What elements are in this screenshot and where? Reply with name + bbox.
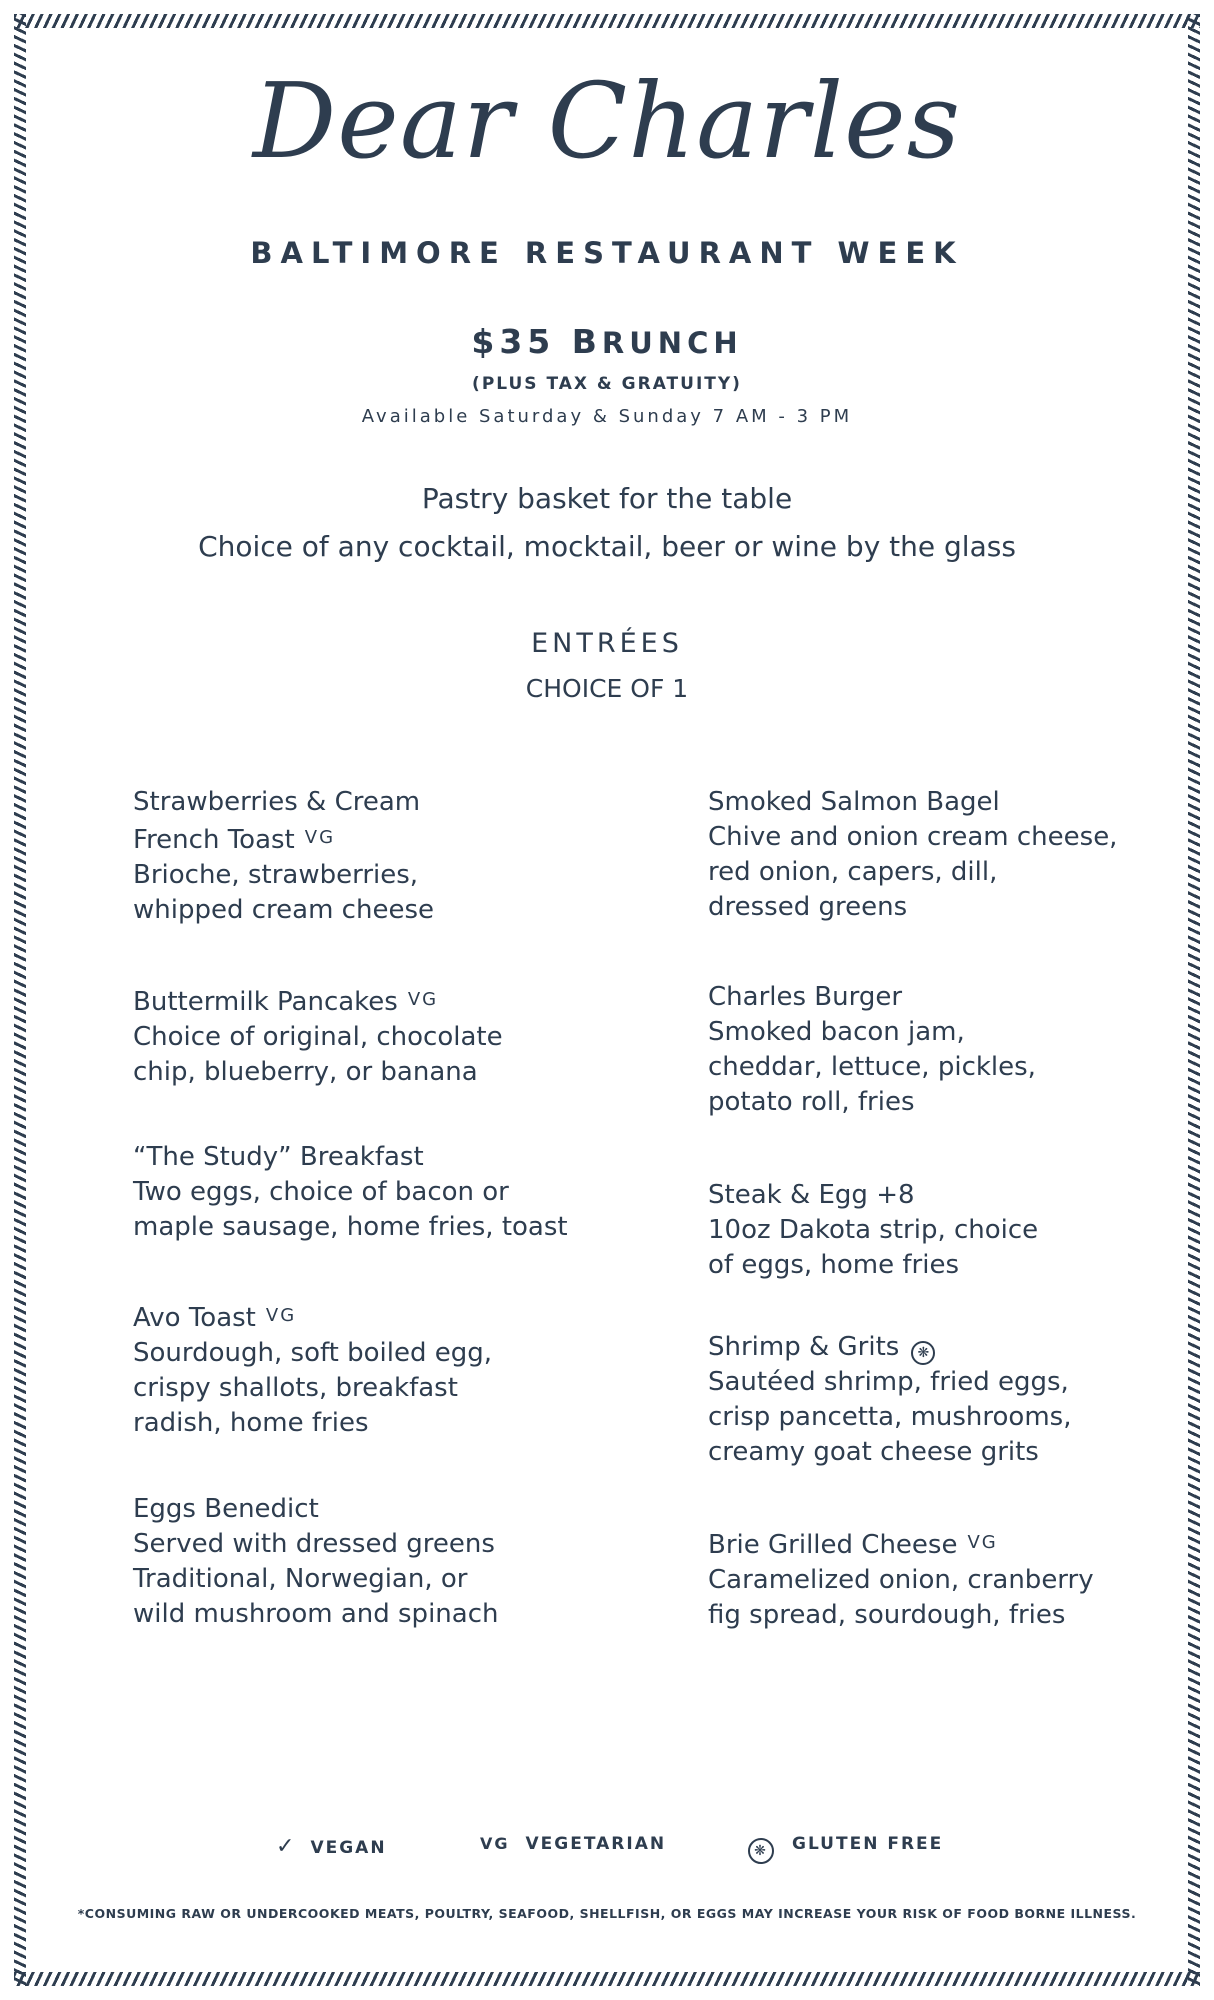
item-desc: radish, home fries — [133, 1408, 369, 1438]
item-name: Eggs Benedict — [133, 1494, 319, 1524]
vegetarian-symbol: VG — [480, 1834, 510, 1853]
item-desc: Choice of original, chocolate — [133, 1022, 503, 1052]
item-name — [133, 1298, 613, 1336]
vegetarian-tag: VG — [967, 1532, 998, 1553]
item-name: Smoked Salmon Bagel — [708, 787, 1000, 817]
item-desc: cheddar, lettuce, pickles, — [708, 1052, 1036, 1082]
item-desc: 10oz Dakota strip, choice — [708, 1215, 1039, 1245]
menu-item — [708, 980, 1188, 1120]
item-desc: potato roll, fries — [708, 1087, 915, 1117]
legend-gluten-free-label: GLUTEN FREE — [792, 1834, 944, 1854]
price-value: $35 — [471, 322, 556, 361]
item-name: Charles Burger — [708, 982, 903, 1012]
item-desc: dressed greens — [708, 892, 908, 922]
item-desc: creamy goat cheese grits — [708, 1437, 1039, 1467]
menu-item — [133, 1140, 613, 1245]
brunch-label-rest: RUNCH — [601, 326, 743, 360]
item-desc: Traditional, Norwegian, or — [133, 1564, 468, 1594]
item-desc: Sourdough, soft boiled egg, — [133, 1338, 493, 1368]
vegetarian-tag: VG — [407, 989, 439, 1010]
item-desc: crispy shallots, breakfast — [133, 1373, 458, 1403]
disclaimer: *CONSUMING RAW OR UNDERCOOKED MEATS, POULTRY, SEAFOOD, SHELLFISH, OR EGGS MAY INCREASE YOUR RISK OF FOOD BORNE ILLNESS. — [77, 1906, 1137, 1921]
include-pastry: Pastry basket for the table — [421, 482, 793, 515]
item-desc: fig spread, sourdough, fries — [708, 1600, 1066, 1630]
menu-item — [708, 1178, 1188, 1283]
item-desc: Two eggs, choice of bacon or — [133, 1177, 509, 1207]
vegetarian-tag: VG — [265, 1305, 297, 1326]
legend-vegetarian — [480, 1834, 666, 1854]
item-name-text: French Toast — [133, 825, 295, 855]
item-desc: wild mushroom and spinach — [133, 1599, 499, 1629]
item-name-text: Brie Grilled Cheese — [708, 1530, 958, 1560]
item-name — [708, 1330, 1188, 1365]
legend-vegan-label: VEGAN — [310, 1838, 387, 1858]
legend-gluten-free — [748, 1834, 943, 1864]
brunch-price — [0, 322, 1214, 361]
tax-note: (PLUS TAX & GRATUITY) — [472, 374, 742, 394]
menu-item — [708, 1330, 1188, 1470]
item-desc: chip, blueberry, or banana — [133, 1057, 478, 1087]
include-drink: Choice of any cocktail, mocktail, beer or wine by the glass — [198, 530, 1016, 563]
gluten-free-icon: ❋ — [748, 1838, 774, 1864]
item-name — [133, 982, 613, 1020]
legend-vegetarian-label: VEGETARIAN — [525, 1834, 667, 1854]
item-desc: red onion, capers, dill, — [708, 857, 998, 887]
item-name-text: Buttermilk Pancakes — [133, 987, 398, 1017]
legend-vegan — [276, 1834, 387, 1859]
item-desc: Chive and onion cream cheese, — [708, 822, 1118, 852]
menu-item — [133, 1492, 613, 1632]
item-name-text: Avo Toast — [133, 1303, 256, 1333]
restaurant-logo: Dear Charles — [252, 60, 962, 182]
item-desc: Smoked bacon jam, — [708, 1017, 965, 1047]
vegan-leaf-icon: ✓ — [276, 1834, 297, 1859]
menu-item — [708, 1525, 1188, 1633]
event-title: BALTIMORE RESTAURANT WEEK — [250, 236, 964, 270]
item-desc: Served with dressed greens — [133, 1529, 495, 1559]
border-top — [14, 14, 1200, 28]
border-right — [1188, 14, 1200, 1986]
item-desc: whipped cream cheese — [133, 895, 434, 925]
gluten-free-icon: ❋ — [911, 1341, 935, 1365]
item-name-line2 — [133, 820, 613, 858]
item-desc: of eggs, home fries — [708, 1250, 959, 1280]
item-name — [708, 1525, 1188, 1563]
item-name: Steak & Egg +8 — [708, 1180, 915, 1210]
item-desc: Brioche, strawberries, — [133, 860, 419, 890]
item-desc: Caramelized onion, cranberry — [708, 1565, 1094, 1595]
item-name-text: Shrimp & Grits — [708, 1332, 900, 1362]
brunch-label-first: B — [571, 322, 602, 361]
section-subtitle: CHOICE OF 1 — [525, 674, 689, 703]
vegetarian-tag: VG — [304, 827, 336, 848]
menu-item — [133, 785, 613, 928]
menu-item — [133, 982, 613, 1090]
availability: Available Saturday & Sunday 7 AM - 3 PM — [361, 406, 853, 427]
menu-item — [133, 1298, 613, 1441]
section-title: ENTRÉES — [531, 628, 683, 659]
border-bottom — [14, 1972, 1200, 1986]
item-name: “The Study” Breakfast — [133, 1142, 424, 1172]
border-left — [14, 14, 26, 1986]
item-desc: crisp pancetta, mushrooms, — [708, 1402, 1072, 1432]
item-name: Strawberries & Cream — [133, 787, 421, 817]
menu-item — [708, 785, 1188, 925]
item-desc: maple sausage, home fries, toast — [133, 1212, 568, 1242]
item-desc: Sautéed shrimp, fried eggs, — [708, 1367, 1069, 1397]
